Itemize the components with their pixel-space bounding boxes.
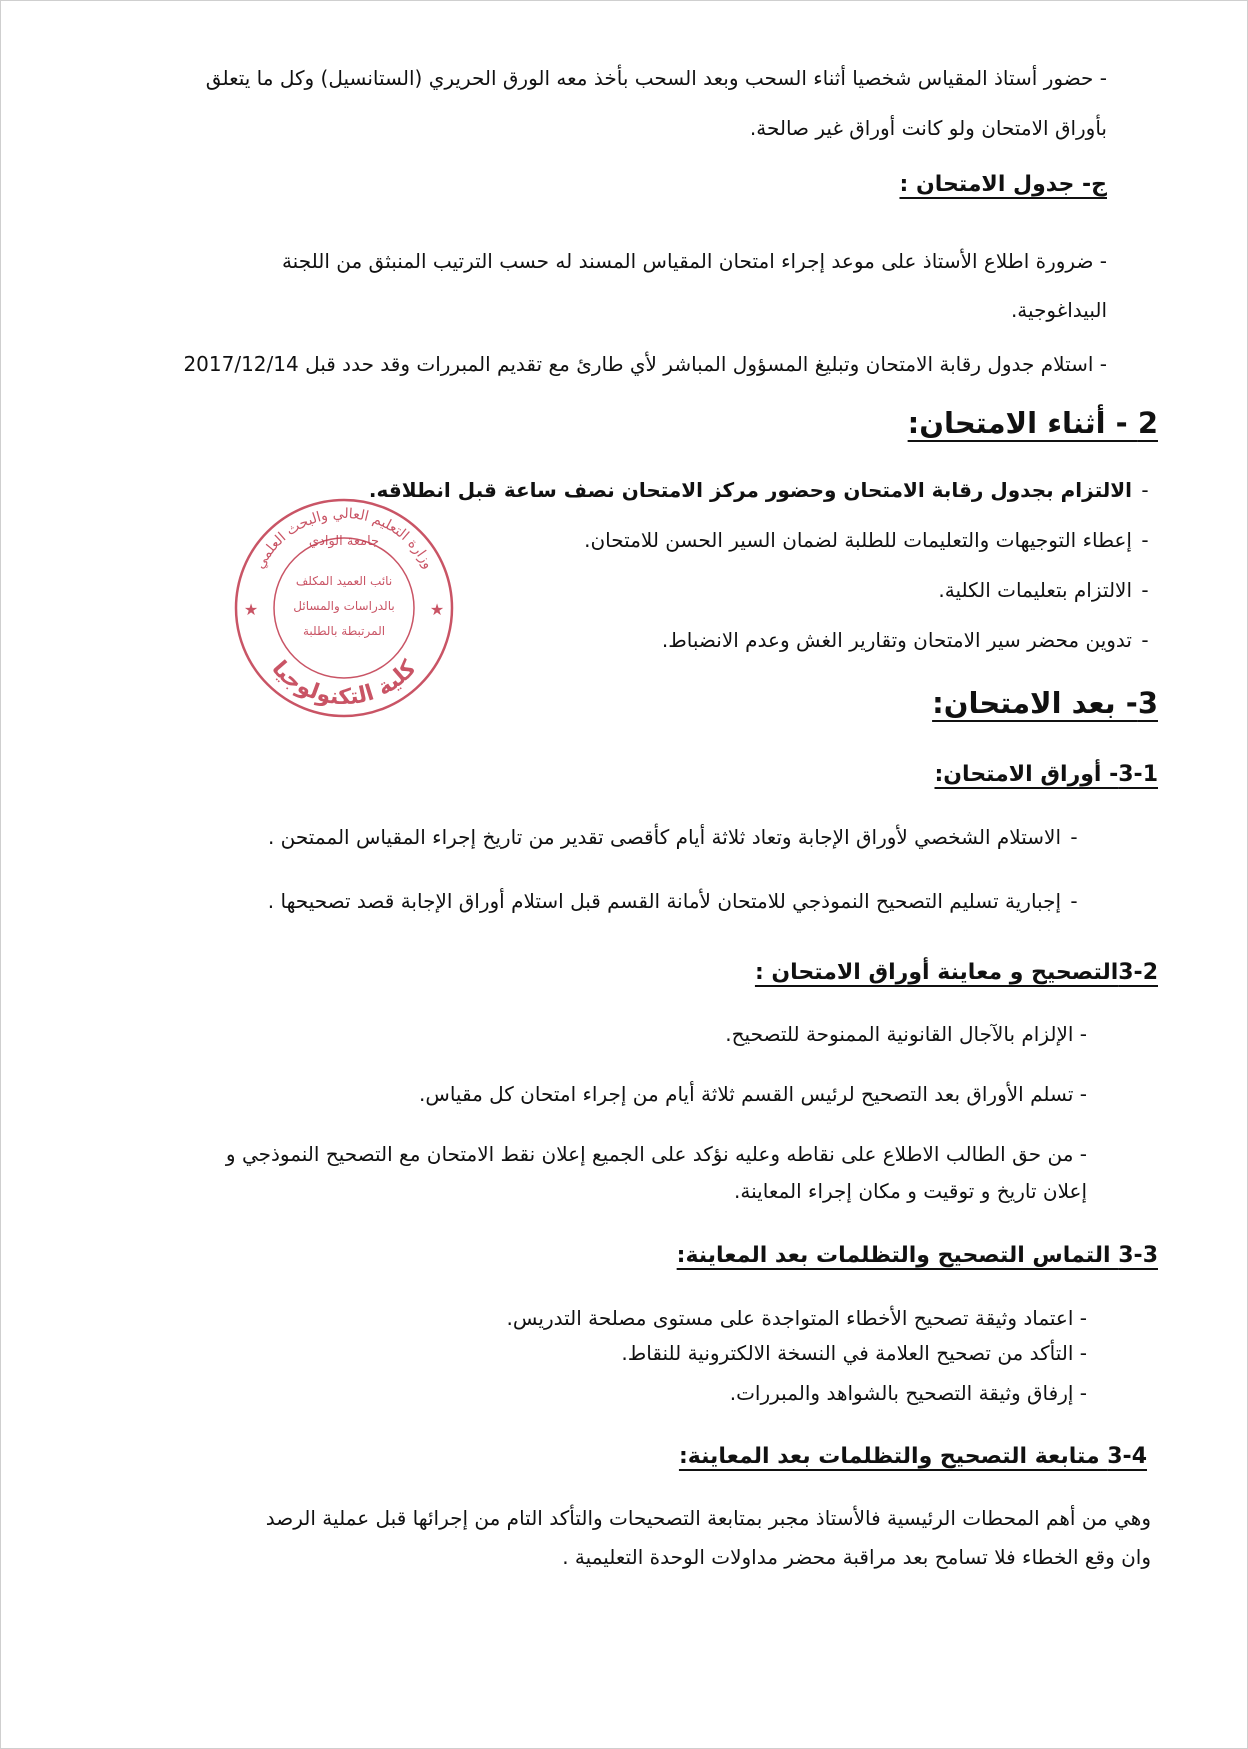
list-item-text: تدوين محضر سير الامتحان وتقارير الغش وعدم الانضباط.	[661, 628, 1132, 652]
subsection-heading: 3-1- أوراق الامتحان:	[934, 762, 1158, 787]
list-item: -الالتزام بتعليمات الكلية.	[938, 578, 1149, 602]
paragraph-line: - استلام جدول رقابة الامتحان وتبليغ المسؤول المباشر لأي طارئ مع تقديم المبررات وقد حدد قبل 2017/12/14	[183, 352, 1107, 376]
paragraph-line: - ضرورة اطلاع الأستاذ على موعد إجراء امتحان المقياس المسند له حسب الترتيب المنبثق من اللجنة	[281, 249, 1107, 273]
list-item-text: إعطاء التوجيهات والتعليمات للطلبة لضمان السير الحسن للامتحان.	[584, 528, 1132, 552]
paragraph-line: بأوراق الامتحان ولو كانت أوراق غير صالحة.	[749, 116, 1107, 140]
section-heading-schedule: ج- جدول الامتحان :	[899, 172, 1107, 197]
stamp-university: جامعة الوادي	[308, 534, 380, 549]
star-icon: ★	[243, 600, 259, 619]
paragraph-line: وهي من أهم المحطات الرئيسية فالأستاذ مجبر بمتابعة التصحيحات والتأكد التام من إجرائها قبل عملية الرصد	[265, 1506, 1151, 1530]
stamp-center-line: المرتبطة بالطلبة	[302, 624, 386, 638]
subsection-heading: 3-4 متابعة التصحيح والتظلمات بعد المعاينة:	[678, 1444, 1147, 1469]
paragraph-line: إعلان تاريخ و توقيت و مكان إجراء المعاينة.	[734, 1179, 1087, 1203]
list-item: -الاستلام الشخصي لأوراق الإجابة وتعاد ثلاثة أيام كأقصى تقدير من تاريخ إجراء المقياس الممتحن .	[267, 825, 1078, 849]
official-stamp	[229, 493, 459, 723]
list-item-text: الاستلام الشخصي لأوراق الإجابة وتعاد ثلاثة أيام كأقصى تقدير من تاريخ إجراء المقياس الممتحن .	[267, 825, 1061, 849]
section-heading-after: 3- بعد الامتحان:	[932, 686, 1158, 720]
stamp-center-line: نائب العميد المكلف	[295, 574, 393, 588]
list-item: - اعتماد وثيقة تصحيح الأخطاء المتواجدة على مستوى مصلحة التدريس.	[506, 1306, 1087, 1330]
list-item: - التأكد من تصحيح العلامة في النسخة الالكترونية للنقاط.	[621, 1341, 1087, 1365]
paragraph-line: البيداغوجية.	[1010, 298, 1107, 322]
star-icon: ★	[429, 600, 445, 619]
list-item: -الالتزام بجدول رقابة الامتحان وحضور مركز الامتحان نصف ساعة قبل انطلاقه.	[368, 478, 1149, 502]
list-item: -تدوين محضر سير الامتحان وتقارير الغش وعدم الانضباط.	[661, 628, 1149, 652]
paragraph-line: - الإلزام بالآجال القانونية الممنوحة للتصحيح.	[725, 1022, 1087, 1046]
list-item: - إرفاق وثيقة التصحيح بالشواهد والمبررات.	[729, 1381, 1087, 1405]
subsection-heading: 3-2التصحيح و معاينة أوراق الامتحان :	[754, 960, 1158, 985]
list-item: -إجبارية تسليم التصحيح النموذجي للامتحان لأمانة القسم قبل استلام أوراق الإجابة قصد تصحيحها .	[267, 889, 1078, 913]
list-item: -إعطاء التوجيهات والتعليمات للطلبة لضمان السير الحسن للامتحان.	[584, 528, 1149, 552]
paragraph-line: - حضور أستاذ المقياس شخصيا أثناء السحب وبعد السحب بأخذ معه الورق الحريري (الستانسيل) وكل ما يتعلق	[205, 66, 1107, 90]
stamp-center-line: بالدراسات والمسائل	[293, 599, 395, 613]
list-item-text: إجبارية تسليم التصحيح النموذجي للامتحان لأمانة القسم قبل استلام أوراق الإجابة قصد تصحيحها .	[267, 889, 1061, 913]
subsection-heading: 3-3 التماس التصحيح والتظلمات بعد المعاينة:	[676, 1243, 1158, 1268]
paragraph-line: - من حق الطالب الاطلاع على نقاطه وعليه نؤكد على الجميع إعلان نقط الامتحان مع التصحيح النموذجي و	[225, 1142, 1087, 1166]
paragraph-line: - تسلم الأوراق بعد التصحيح لرئيس القسم ثلاثة أيام من إجراء امتحان كل مقياس.	[419, 1082, 1087, 1106]
section-heading-during: 2 - أثناء الامتحان:	[907, 406, 1158, 440]
list-item-text: الالتزام بجدول رقابة الامتحان وحضور مركز الامتحان نصف ساعة قبل انطلاقه.	[368, 478, 1132, 502]
list-item-text: الالتزام بتعليمات الكلية.	[938, 578, 1132, 602]
stamp-ring-bottom: كلية التكنولوجيا	[266, 656, 422, 711]
stamp-ring-top: وزارة التعليم العالي والبحث العلمي	[251, 505, 437, 572]
paragraph-line: وان وقع الخطاء فلا تسامح بعد مراقبة محضر مداولات الوحدة التعليمية .	[562, 1545, 1151, 1569]
